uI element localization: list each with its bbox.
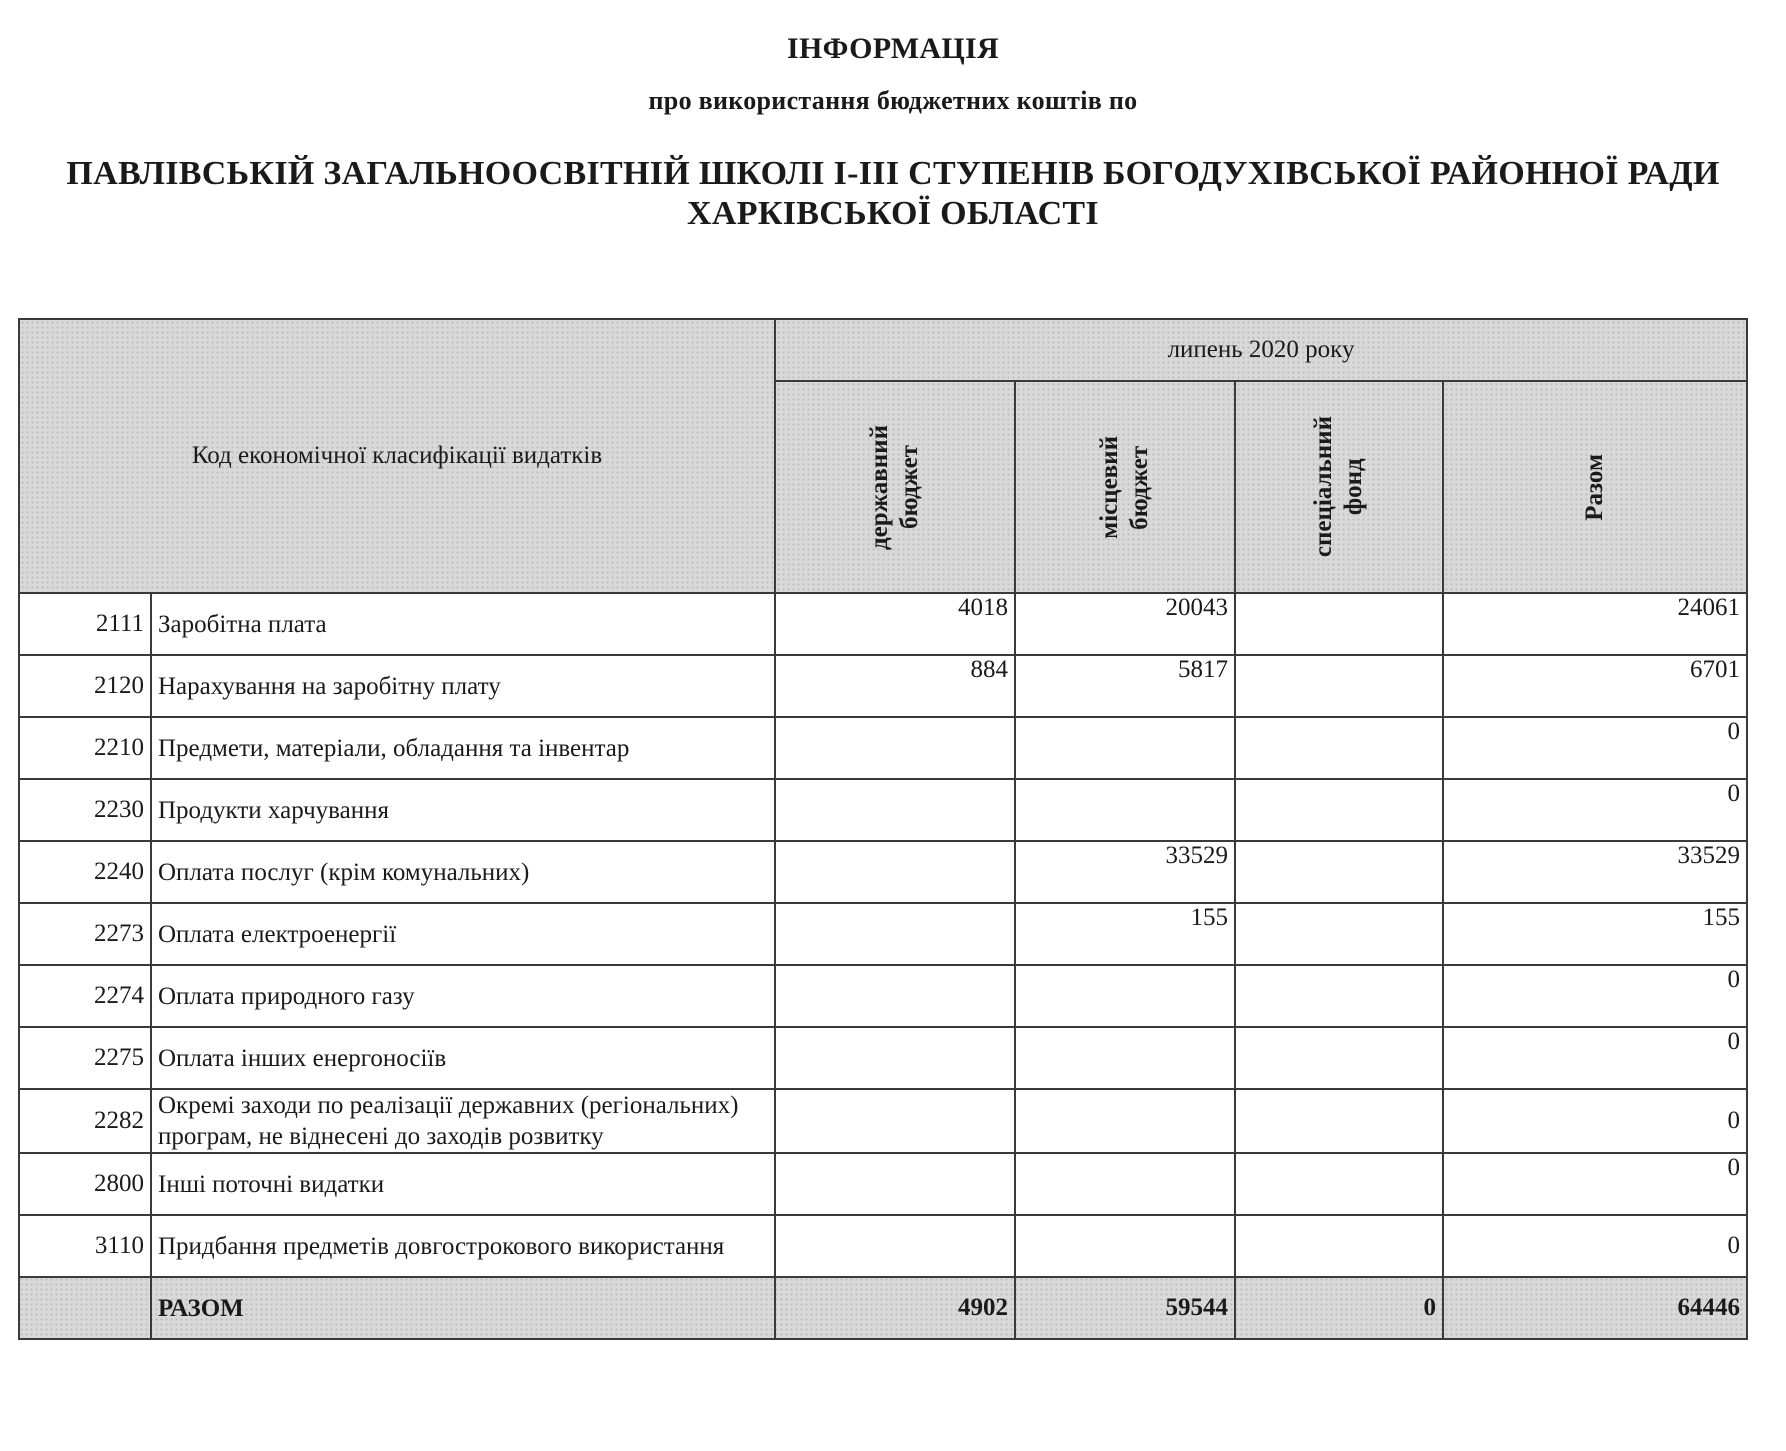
total-value: 0 <box>1443 1027 1747 1089</box>
table-row <box>19 1153 1747 1215</box>
table-row <box>19 655 1747 717</box>
table-row <box>19 779 1747 841</box>
local-budget-value <box>1015 779 1235 841</box>
special-fund-value <box>1235 593 1443 655</box>
special-fund-value <box>1235 1089 1443 1153</box>
local-budget-value: 155 <box>1015 903 1235 965</box>
expense-code: 2273 <box>19 903 151 965</box>
total-value: 0 <box>1443 717 1747 779</box>
table-row <box>19 1089 1747 1153</box>
grand-total: 64446 <box>1443 1277 1747 1339</box>
document-title: ІНФОРМАЦІЯ <box>787 32 999 65</box>
expense-code: 2800 <box>19 1153 151 1215</box>
expense-name: Інші поточні видатки <box>151 1153 775 1215</box>
local-budget-value: 20043 <box>1015 593 1235 655</box>
local-budget-value: 5817 <box>1015 655 1235 717</box>
total-value: 0 <box>1443 1215 1747 1277</box>
expense-name: Оплата природного газу <box>151 965 775 1027</box>
total-state-budget: 4902 <box>775 1277 1015 1339</box>
total-value: 33529 <box>1443 841 1747 903</box>
total-value: 6701 <box>1443 655 1747 717</box>
total-label: РАЗОМ <box>151 1277 775 1339</box>
local-budget-value <box>1015 1089 1235 1153</box>
expense-name: Продукти харчування <box>151 779 775 841</box>
expense-name: Предмети, матеріали, обладання та інвентар <box>151 717 775 779</box>
special-fund-value <box>1235 1215 1443 1277</box>
special-fund-value <box>1235 841 1443 903</box>
code-column-header: Код економічної класифікації видатків <box>19 319 775 593</box>
expense-code: 2274 <box>19 965 151 1027</box>
budget-table <box>18 318 1748 1340</box>
local-budget-value <box>1015 1027 1235 1089</box>
table-row <box>19 593 1747 655</box>
special-fund-value <box>1235 1027 1443 1089</box>
special-fund-value <box>1235 965 1443 1027</box>
expense-name: Оплата послуг (крім комунальних) <box>151 841 775 903</box>
organization-name <box>0 154 1786 234</box>
local-budget-header: місцевий бюджет <box>1015 381 1235 593</box>
total-value: 155 <box>1443 903 1747 965</box>
expense-name: Придбання предметів довгострокового використання <box>151 1215 775 1277</box>
local-budget-value <box>1015 1153 1235 1215</box>
special-fund-value <box>1235 717 1443 779</box>
table-row <box>19 1027 1747 1089</box>
state-budget-value: 884 <box>775 655 1015 717</box>
table-row <box>19 841 1747 903</box>
total-value: 0 <box>1443 779 1747 841</box>
special-fund-header: спеціальний фонд <box>1235 381 1443 593</box>
state-budget-value <box>775 1027 1015 1089</box>
expense-code: 2210 <box>19 717 151 779</box>
expense-code: 2282 <box>19 1089 151 1153</box>
expense-name: Окремі заходи по реалізації державних (регіональних) програм, не віднесені до заходів розвитку <box>151 1089 775 1153</box>
total-value: 0 <box>1443 965 1747 1027</box>
total-code-cell <box>19 1277 151 1339</box>
state-budget-header: державний бюджет <box>775 381 1015 593</box>
expense-code: 2120 <box>19 655 151 717</box>
expense-name: Оплата інших енергоносіїв <box>151 1027 775 1089</box>
state-budget-value <box>775 779 1015 841</box>
period-header: липень 2020 року <box>775 319 1747 381</box>
table-row <box>19 903 1747 965</box>
expense-code: 3110 <box>19 1215 151 1277</box>
table-row <box>19 965 1747 1027</box>
state-budget-value <box>775 717 1015 779</box>
total-value: 24061 <box>1443 593 1747 655</box>
document-subtitle: про використання бюджетних коштів по <box>648 86 1138 115</box>
total-local-budget: 59544 <box>1015 1277 1235 1339</box>
organization-name-line2: ХАРКІВСЬКОЇ ОБЛАСТІ <box>687 195 1099 232</box>
expense-code: 2230 <box>19 779 151 841</box>
special-fund-value <box>1235 1153 1443 1215</box>
local-budget-value <box>1015 1215 1235 1277</box>
special-fund-value <box>1235 779 1443 841</box>
state-budget-value <box>775 1215 1015 1277</box>
state-budget-value: 4018 <box>775 593 1015 655</box>
state-budget-value <box>775 1089 1015 1153</box>
expense-code: 2111 <box>19 593 151 655</box>
total-row <box>19 1277 1747 1339</box>
expense-name: Заробітна плата <box>151 593 775 655</box>
special-fund-value <box>1235 655 1443 717</box>
state-budget-value <box>775 903 1015 965</box>
special-fund-value <box>1235 903 1443 965</box>
expense-name: Оплата електроенергії <box>151 903 775 965</box>
expense-code: 2240 <box>19 841 151 903</box>
total-header: Разом <box>1443 381 1747 593</box>
state-budget-value <box>775 1153 1015 1215</box>
total-value: 0 <box>1443 1089 1747 1153</box>
state-budget-value <box>775 965 1015 1027</box>
local-budget-value <box>1015 717 1235 779</box>
expense-name: Нарахування на заробітну плату <box>151 655 775 717</box>
table-row <box>19 717 1747 779</box>
organization-name-line1: ПАВЛІВСЬКІЙ ЗАГАЛЬНООСВІТНІЙ ШКОЛІ І-ІІІ СТУПЕНІВ БОГОДУХІВСЬКОЇ РАЙОННОЇ РАДИ <box>66 155 1720 192</box>
local-budget-value: 33529 <box>1015 841 1235 903</box>
expense-code: 2275 <box>19 1027 151 1089</box>
total-special-fund: 0 <box>1235 1277 1443 1339</box>
local-budget-value <box>1015 965 1235 1027</box>
state-budget-value <box>775 841 1015 903</box>
total-value: 0 <box>1443 1153 1747 1215</box>
table-row <box>19 1215 1747 1277</box>
